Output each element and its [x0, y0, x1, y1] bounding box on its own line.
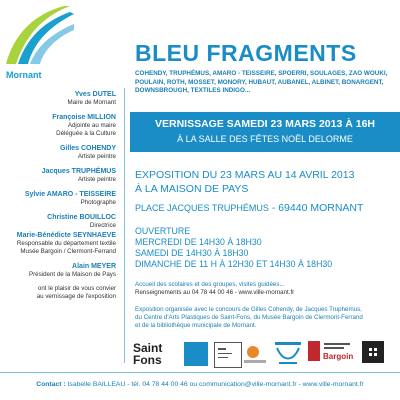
- accueil-line: Accueil des scolaires et des groupes, visites guidées...: [135, 281, 285, 288]
- exposition-dates: [135, 168, 400, 196]
- opening-hours: [135, 226, 332, 270]
- person-name: Gilles COHENDY: [59, 145, 116, 152]
- accueil-contact: Renseignements au 04 78 44 00 46 - www.ville-mornant.fr: [135, 289, 295, 296]
- orange-dot-logo-icon: [247, 346, 259, 358]
- vernissage-date: VERNISSAGE SAMEDI 23 MARS 2013 À 16H: [155, 118, 375, 130]
- person-entry: [0, 113, 120, 138]
- partner-bar-icon: [244, 360, 266, 363]
- saint-fons-logo: [133, 342, 162, 366]
- contact-site-link[interactable]: www.ville-mornant.fr: [302, 381, 364, 388]
- organizers-list: [0, 90, 120, 307]
- saint-fons-line: Fons: [133, 353, 162, 367]
- vernissage-venue: À LA SALLE DES FÊTES NOËL DELORME: [177, 134, 353, 144]
- rhone-logo-icon: [273, 340, 303, 366]
- hours-heading: OUVERTURE: [135, 226, 191, 236]
- person-role: Déléguée à la Culture: [56, 130, 116, 137]
- person-role: Adjointe au maire: [67, 122, 116, 129]
- person-entry: [0, 190, 120, 207]
- invite-line: au vernissage de l'exposition: [36, 293, 116, 300]
- footer-divider: [0, 372, 400, 373]
- person-role: Président de la Maison de Pays: [28, 271, 116, 278]
- address-city: - 69440 MORNANT: [268, 202, 364, 214]
- logo-name: Mornant: [6, 70, 42, 80]
- person-name: Jacques TRUPHÉMUS: [41, 168, 116, 175]
- credit-line: du Centre d'Arts Plastiques de Saint-Fons, du Musée Bargoin de Clermont-Ferrand: [135, 314, 363, 321]
- invite-note: [0, 285, 120, 301]
- person-role: Artiste peintre: [77, 153, 116, 160]
- person-entry: [0, 167, 120, 184]
- contact-label: Contact :: [36, 381, 66, 388]
- artists-list: COHENDY, TRUPHÉMUS, AMARO - TEISSEIRE, SPOERRI, SOULAGES, ZAO WOUKI, POULAIN, ROTH, MOSSET, MONORY, HUBAUT, AUBANEL, ALBINET, BONARGENT, DOWNSBROUGH, TEXTILES INDIGO...: [135, 70, 388, 94]
- person-role: Photographe: [80, 199, 116, 206]
- person-role: Responsable du département textile: [16, 240, 116, 247]
- person-role: Musée Bargoin / Clermont-Ferrand: [20, 248, 116, 255]
- person-name: Alain MEYER: [72, 263, 116, 270]
- contact-text: Isabelle BAILLEAU - tél. 04 78 44 00 46 ou communication@ville-mornant.fr -: [65, 381, 303, 388]
- person-name: Françoise MILLION: [52, 114, 116, 121]
- vernissage-banner: [130, 112, 400, 152]
- sidebar-divider: [124, 88, 125, 363]
- partner-mark-icon: [215, 343, 241, 367]
- person-entry: [0, 144, 120, 161]
- exposition-venue: À LA MAISON DE PAYS: [135, 183, 249, 195]
- cap-logo-icon: [184, 342, 208, 366]
- partner-logo-icon: [214, 342, 242, 368]
- hours-line: MERCREDI DE 14H30 À 18H30: [135, 237, 262, 247]
- person-role: Directrice: [89, 222, 116, 229]
- bargoin-name: Bargoin: [323, 352, 354, 361]
- credit-line: Exposition organisée avec le concours de Gilles Cohendy, de Jacques Truphémus,: [135, 306, 362, 313]
- organisation-credits: [135, 306, 397, 330]
- mornant-logo-icon: [4, 4, 76, 66]
- person-entry: [0, 231, 120, 256]
- contact-footer: [0, 381, 400, 388]
- bargoin-logo: [308, 341, 354, 367]
- person-role: Artiste peintre: [77, 176, 116, 183]
- accueil-info: [135, 281, 397, 297]
- invite-line: ont le plaisir de vous convier: [37, 285, 116, 292]
- exposition-line: EXPOSITION DU 23 MARS AU 14 AVRIL 2013: [135, 169, 355, 181]
- grid-mark-icon: [362, 341, 384, 363]
- hours-line: SAMEDI DE 14H30 À 18H30: [135, 248, 249, 258]
- person-name: Sylvie AMARO - TEISSEIRE: [24, 191, 116, 198]
- exposition-address: [135, 202, 363, 214]
- person-name: Marie-Bénédicte SEYNHAEVE: [16, 232, 116, 239]
- credit-line: et de la bibliothèque municipale de Mornant.: [135, 322, 257, 329]
- exhibition-title: BLEU FRAGMENTS: [135, 40, 357, 66]
- person-name: Yves DUTEL: [74, 91, 116, 98]
- person-entry: [0, 90, 120, 107]
- person-entry: [0, 213, 120, 230]
- person-entry: [0, 262, 120, 279]
- person-role: Maire de Mornant: [67, 99, 116, 106]
- address-place: PLACE JACQUES TRUPHÉMUS: [135, 203, 269, 213]
- saint-fons-line: Saint: [133, 341, 163, 355]
- person-name: Christine BOUILLOC: [47, 214, 116, 221]
- hours-line: DIMANCHE DE 11 H À 12H30 ET 14H30 À 18H30: [135, 259, 333, 269]
- partner-dark-logo-icon: [362, 341, 384, 363]
